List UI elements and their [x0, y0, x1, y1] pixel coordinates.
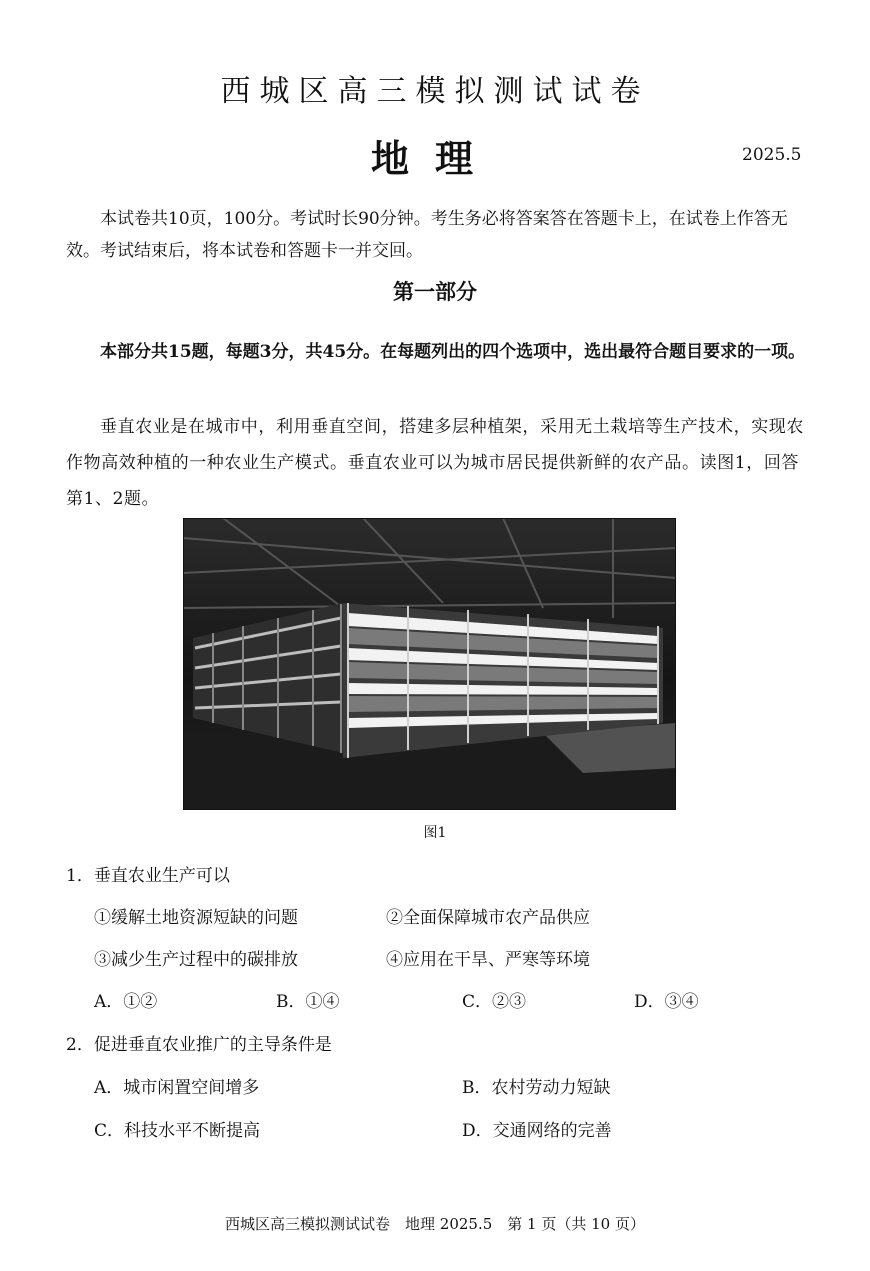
section-instructions: 本部分共15题，每题3分，共45分。在每题列出的四个选项中，选出最符合题目要求的一项。 — [100, 342, 806, 362]
question-1-option-c[interactable]: C．②③ — [462, 992, 527, 1012]
figure-caption: 图1 — [423, 825, 447, 841]
exam-date: 2025.5 — [742, 145, 802, 165]
question-1-option-b[interactable]: B．①④ — [276, 992, 340, 1012]
exam-title: 西城区高三模拟测试试卷 — [220, 74, 650, 109]
vertical-farm-illustration — [183, 518, 676, 810]
question-1-option-a[interactable]: A．①② — [94, 992, 158, 1012]
exam-intro: 本试卷共10页，100分。考试时长90分钟。考生务必将答案答在答题卡上，在试卷上作答无效。考试结束后，将本试卷和答题卡一并交回。 — [66, 209, 788, 261]
question-2-option-d[interactable]: D．交通网络的完善 — [462, 1121, 612, 1141]
question-1-statement-4: ④应用在干旱、严寒等环境 — [386, 950, 590, 970]
question-1-option-d[interactable]: D．③④ — [634, 992, 699, 1012]
subject-title: 地理 — [370, 136, 499, 181]
question-2-option-c[interactable]: C．科技水平不断提高 — [94, 1121, 261, 1141]
question-1-statement-1: ①缓解土地资源短缺的问题 — [94, 908, 298, 928]
question-1-statement-3: ③减少生产过程中的碳排放 — [94, 950, 298, 970]
vertical-farm-photo — [183, 518, 676, 810]
question-2-option-a[interactable]: A．城市闲置空间增多 — [94, 1078, 260, 1098]
section-title: 第一部分 — [393, 279, 477, 304]
question-1-statement-2: ②全面保障城市农产品供应 — [386, 908, 590, 928]
question-2-stem: 2．促进垂直农业推广的主导条件是 — [66, 1035, 332, 1055]
reading-material: 垂直农业是在城市中，利用垂直空间，搭建多层种植架，采用无土栽培等生产技术，实现农作物高效种植的一种农业生产模式。垂直农业可以为城市居民提供新鲜的农产品。读图1，回答第1、2题。 — [66, 417, 804, 509]
page-footer: 西城区高三模拟测试试卷 地理 2025.5 第 1 页（共 10 页） — [225, 1215, 645, 1233]
question-2-option-b[interactable]: B．农村劳动力短缺 — [462, 1078, 611, 1098]
question-1-stem: 1．垂直农业生产可以 — [66, 866, 230, 886]
